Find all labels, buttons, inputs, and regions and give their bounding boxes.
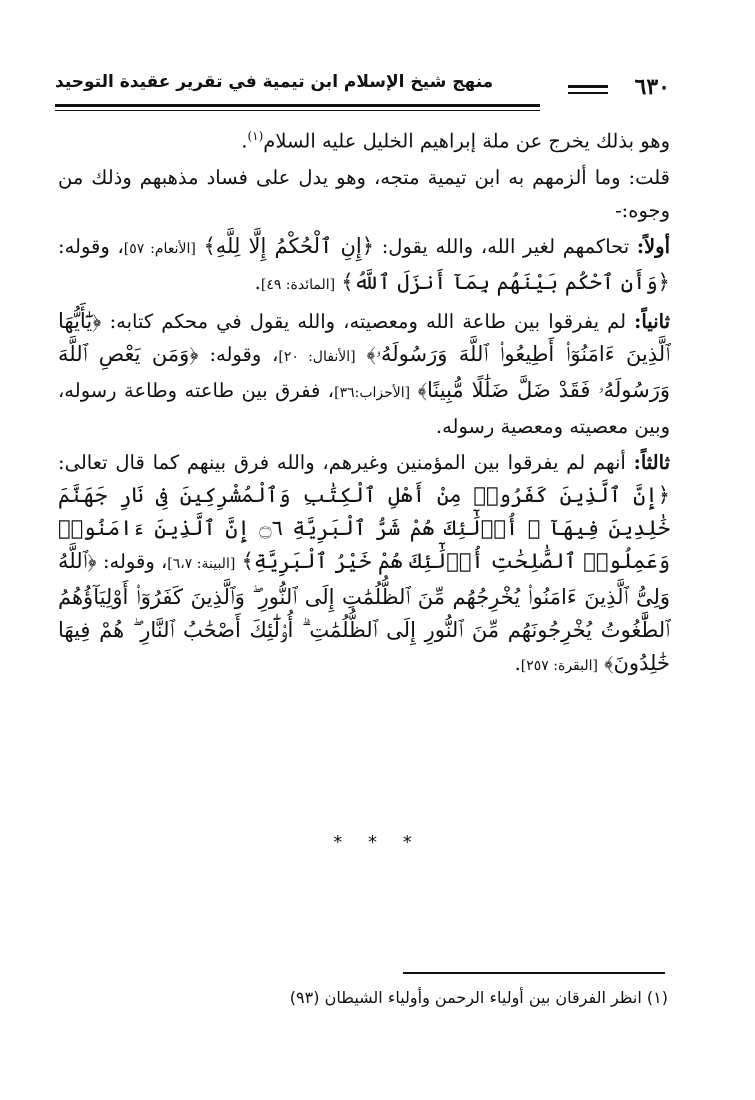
paragraph-4-text-3: ، ففرق بين طاعته وطاعة رسوله، وبين معصيته ومعصية رسوله. [58,378,670,438]
paragraph-5-end: . [514,651,521,675]
quran-verse: ﴿يَٰٓأَيُّهَا ٱلَّذِينَ ءَامَنُوٓا۟ أَطِيعُوا۟ ٱللَّهَ وَرَسُولَهُۥ﴾ [58,308,670,366]
section-separator: * * * [333,832,422,853]
footnote: (١) انظر الفرقان بين أولياء الرحمن وأولياء الشيطان (٩٣) [289,988,668,1007]
paragraph-5-text-1: أنهم لم يفرقوا بين المؤمنين وغيرهم، والله فرق بينهم كما قال تعالى: [58,450,626,474]
paragraph-3 [58,230,670,302]
paragraph-4-text-1: لم يفرقوا بين طاعة الله ومعصيته، والله يقول في محكم كتابه: [109,309,627,333]
paragraph-5-text-2: ، وقوله: [102,549,168,573]
point-one-label: أولاً: [636,234,671,258]
paragraph-3-text-1: تحاكمهم لغير الله، والله يقول: [381,234,630,258]
main-text [58,120,670,686]
quran-verse: ﴿وَأَنِ ٱحْكُم بَيْنَهُم بِمَآ أَنزَلَ ٱللَّهُ﴾ [341,269,670,294]
paragraph-4-text-2: ، وقوله: [209,342,279,366]
running-title: منهج شيخ الإسلام ابن تيمية في تقرير عقيدة التوحيد [55,72,494,92]
paragraph-4 [58,305,670,443]
paragraph-1-end: . [241,129,248,153]
paragraph-1 [58,120,670,158]
page-number-rule [568,85,608,88]
quran-verse: ﴿إِنِ ٱلْحُكْمُ إِلَّا لِلَّهِ﴾ [203,233,375,258]
point-two-label: ثانياً: [634,309,670,333]
quran-verse: ﴿وَمَن يَعْصِ ٱللَّهَ وَرَسُولَهُۥ فَقَدْ ضَلَّ ضَلَٰلًا مُّبِينًا﴾ [58,341,670,402]
header-rule-thin [55,110,540,111]
verse-reference: [البينة: ٦،٧] [167,555,236,572]
page-header [55,68,670,104]
header-rule-thick [55,104,540,107]
footnote-rule [403,972,665,974]
footnote-marker[interactable]: (١) [247,129,264,143]
paragraph-1-text: وهو بذلك يخرج عن ملة إبراهيم الخليل عليه السلام [263,129,670,153]
page-number: ٦٣٠ [634,74,670,100]
verse-reference: [الأنفال: ٢٠] [278,348,356,365]
quran-verse: ﴿إِنَّ ٱلَّذِينَ كَفَرُوا۟ مِنْ أَهْلِ ٱلْكِتَٰبِ وَٱلْمُشْرِكِينَ فِى نَارِ جَهَنَّمَ خَٰلِدِينَ فِيهَآ ۚ أُو۟لَٰٓئِكَ هُمْ شَرُّ ٱلْبَرِيَّةِ ۝٦ إِنَّ ٱلَّذِينَ ءَامَنُوا۟ وَعَمِلُوا۟ ٱلصَّٰلِحَٰتِ أُو۟لَٰٓئِكَ هُمْ خَيْرُ ٱلْبَرِيَّةِ﴾ [58,482,671,573]
verse-reference: [المائدة: ٤٩] [260,276,336,293]
verse-reference: [الأنعام: ٥٧] [123,240,196,257]
page-number-rule-thin [568,92,608,94]
paragraph-3-text-2: ، وقوله: [58,234,124,258]
verse-reference: [البقرة: ٢٥٧] [520,657,598,674]
paragraph-2: قلت: وما ألزمهم به ابن تيمية متجه، وهو يدل على فساد مذهبهم وذلك من وجوه:- [58,165,670,222]
quran-verse: ﴿ٱللَّهُ وَلِىُّ ٱلَّذِينَ ءَامَنُوا۟ يُخْرِجُهُم مِّنَ ٱلظُّلُمَٰتِ إِلَى ٱلنُّورِ ۖ وَٱلَّذِينَ كَفَرُوٓا۟ أَوْلِيَآؤُهُمُ ٱلطَّٰغُوتُ يُخْرِجُونَهُم مِّنَ ٱلنُّورِ إِلَى ٱلظُّلُمَٰتِ ۗ أُو۟لَٰٓئِكَ أَصْحَٰبُ ٱلنَّارِ ۖ هُمْ فِيهَا خَٰلِدُونَ﴾ [58,548,670,675]
verse-reference: [الأحزاب:٣٦] [334,384,411,401]
paragraph-3-end: . [254,270,261,294]
point-three-label: ثالثاً: [633,450,670,474]
paragraph-5 [58,446,670,683]
